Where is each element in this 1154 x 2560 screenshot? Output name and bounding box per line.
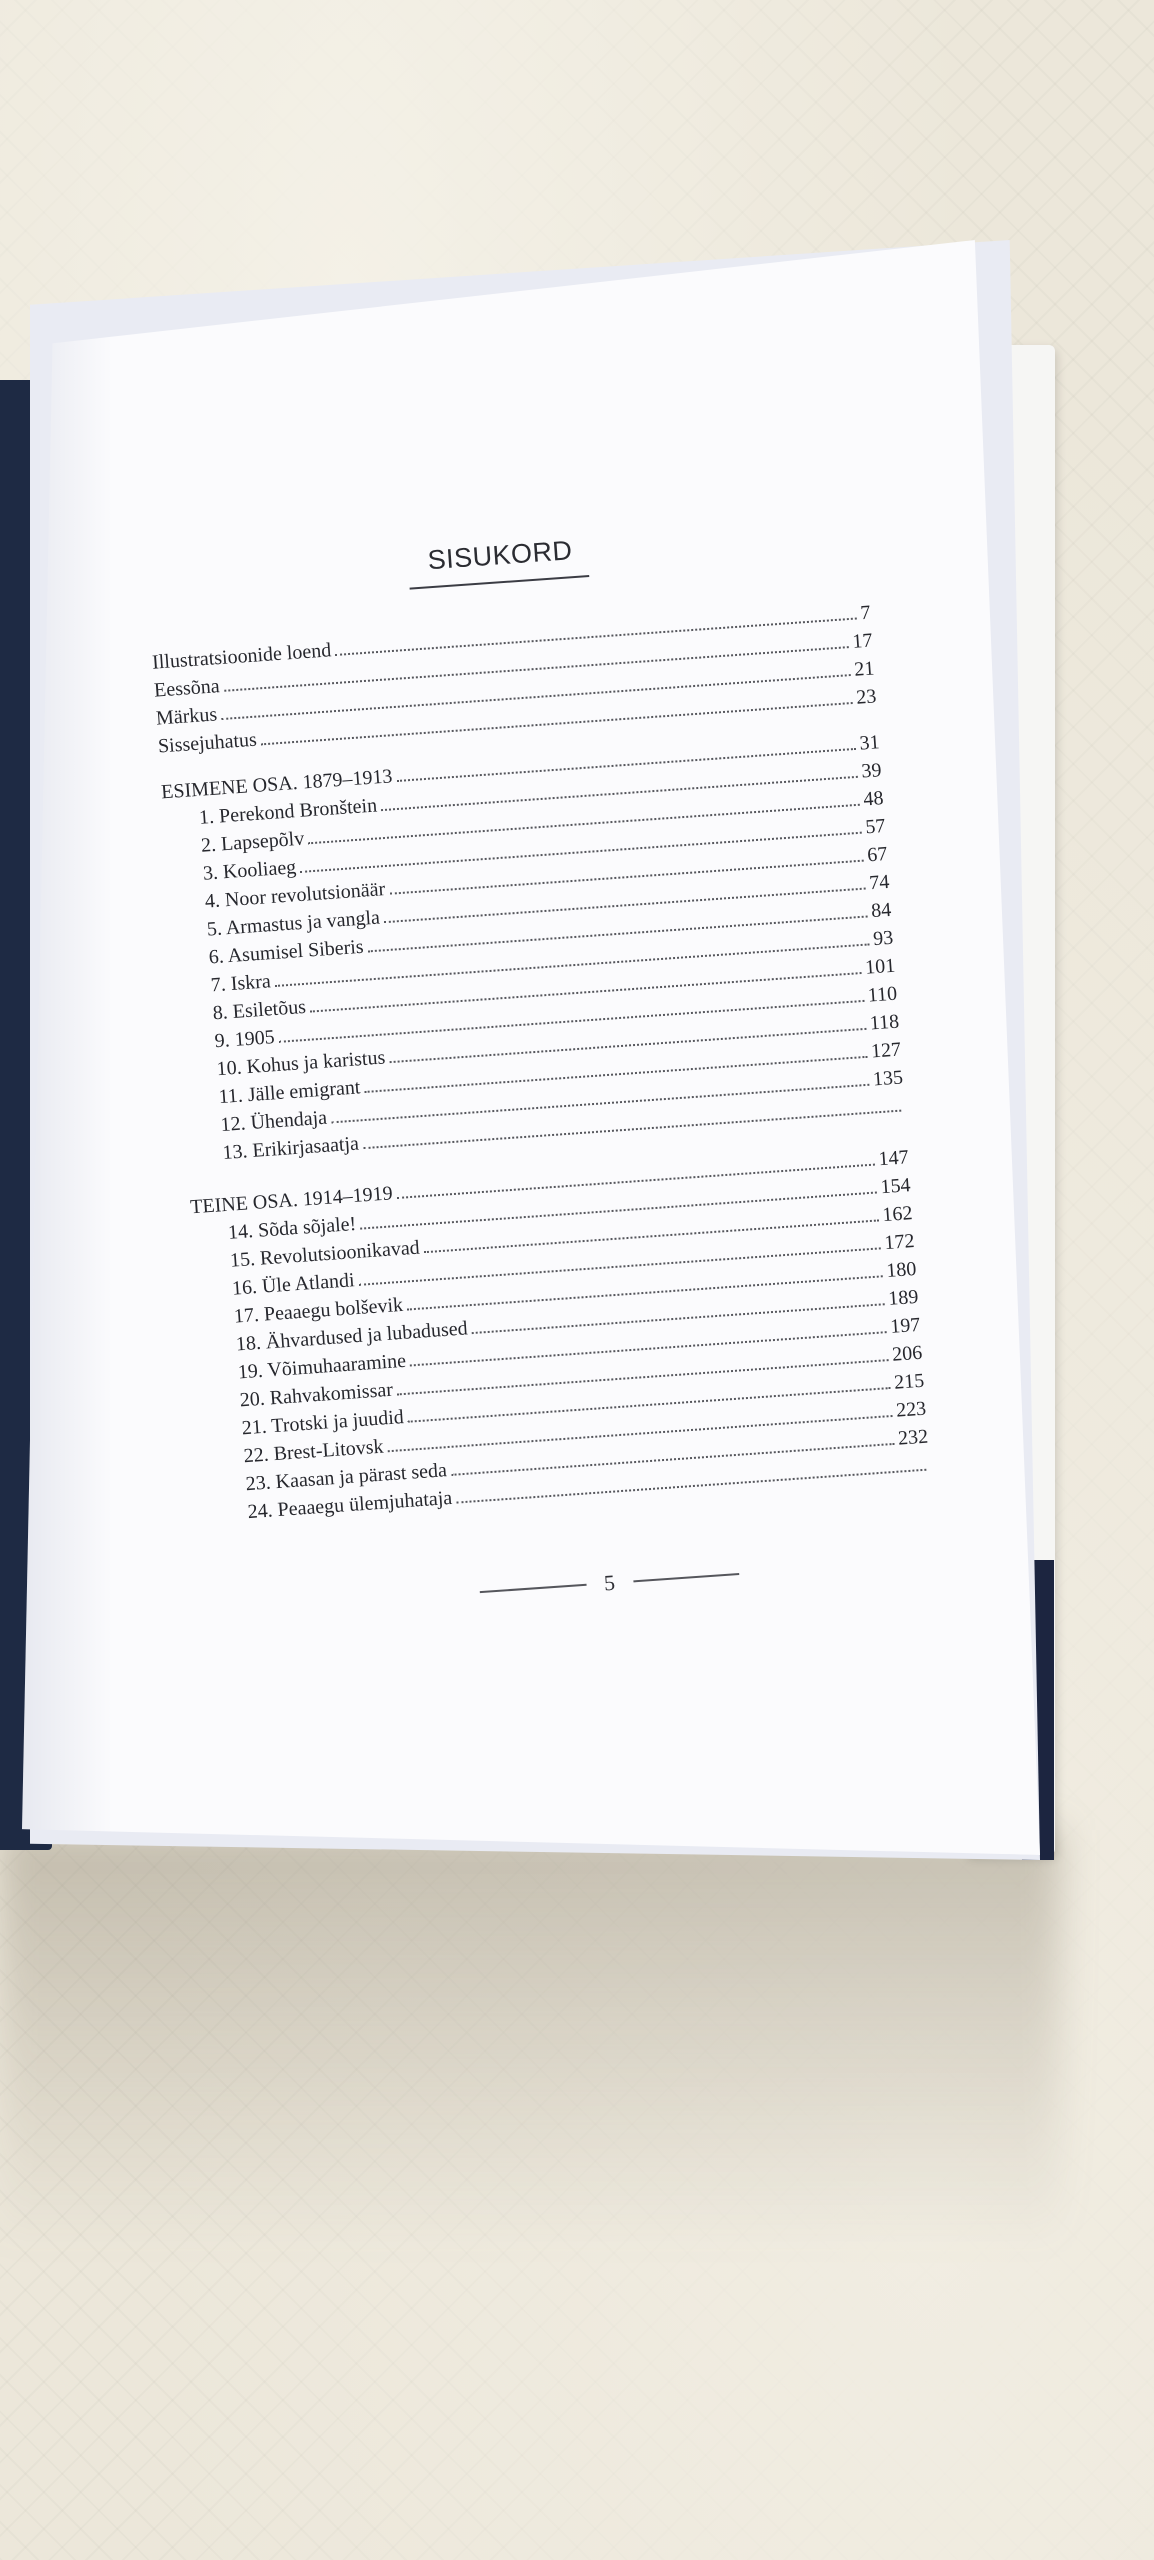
toc-entry-page: 7 xyxy=(859,601,872,625)
toc-chapter-page: 135 xyxy=(872,1066,904,1091)
toc-chapter-label: 17. Peaaegu bolševik xyxy=(233,1293,404,1328)
toc-chapter-label: 4. Noor revolutsionäär xyxy=(204,878,386,913)
toc-chapter-label: 18. Ähvardused ja lubadused xyxy=(235,1317,469,1356)
toc-chapter-page: 118 xyxy=(869,1010,900,1035)
toc-chapter-page: 206 xyxy=(891,1341,923,1366)
toc-chapter-page: 197 xyxy=(889,1313,922,1338)
footer-rule-right xyxy=(633,1573,739,1582)
toc-entry-label: Märkus xyxy=(155,703,218,730)
toc-entry-page: 23 xyxy=(855,685,878,709)
toc-chapter-label: 22. Brest-Litovsk xyxy=(242,1435,385,1468)
toc-chapter-label: 21. Trotski ja juudid xyxy=(241,1406,405,1440)
toc-part-page: 31 xyxy=(858,731,881,755)
toc-chapter-label: 23. Kaasan ja pärast seda xyxy=(244,1459,448,1496)
toc-chapter-label: 5. Armastus ja vangla xyxy=(206,906,381,941)
title-underline xyxy=(410,575,590,589)
toc-chapter-page: 232 xyxy=(897,1425,929,1450)
toc-entry-label: Sissejuhatus xyxy=(157,728,258,758)
toc-chapter-label: 24. Peaaegu ülemjuhataja xyxy=(246,1486,453,1524)
toc-chapter-page: 48 xyxy=(862,787,885,811)
toc-entry-label: Illustratsioonide loend xyxy=(151,639,332,674)
toc-chapter-label: 16. Üle Atlandi xyxy=(231,1269,356,1300)
toc-chapter-page: 215 xyxy=(893,1369,925,1394)
toc-chapter-page: 180 xyxy=(885,1257,918,1282)
toc-chapter-label: 12. Ühendaja xyxy=(219,1106,328,1137)
toc-chapter-page: 110 xyxy=(867,982,898,1007)
toc-chapter-page: 74 xyxy=(868,870,891,895)
toc-chapter-page: 101 xyxy=(864,954,896,979)
toc-chapter-label: 2. Lapsepõlv xyxy=(200,827,305,857)
toc-chapter-page: 223 xyxy=(895,1397,927,1422)
toc-chapter-page: 57 xyxy=(864,815,887,839)
page-footer xyxy=(479,1561,740,1605)
toc-chapter-label: 11. Jälle emigrant xyxy=(217,1076,362,1109)
toc-chapter-label: 8. Esiletõus xyxy=(212,995,307,1025)
toc-chapter-page: 189 xyxy=(887,1285,920,1310)
toc-entry-page: 21 xyxy=(853,657,876,681)
toc-entry-label: Eessõna xyxy=(153,675,221,702)
toc-chapter-page: 67 xyxy=(866,842,889,867)
toc-chapter-label: 14. Sõda sõjale! xyxy=(227,1212,357,1244)
toc-part-page: 147 xyxy=(877,1146,910,1171)
toc-chapter-page: 93 xyxy=(872,926,894,951)
toc-chapter-page: 84 xyxy=(870,898,892,923)
toc-chapter-label: 20. Rahvakomissar xyxy=(239,1378,394,1412)
toc-chapter-page: 154 xyxy=(879,1174,912,1199)
toc-chapter-label: 1. Perekond Bronštein xyxy=(198,794,378,829)
toc-chapter-page: 162 xyxy=(881,1202,914,1227)
toc-part-label: ESIMENE OSA. 1879–1913 xyxy=(160,765,394,804)
page-number: 5 xyxy=(603,1569,616,1596)
toc-title: SISUKORD xyxy=(426,535,574,576)
toc-chapter-label: 7. Iskra xyxy=(210,970,272,997)
toc-chapter-label: 15. Revolutsioonikavad xyxy=(229,1236,421,1272)
toc-chapter-page: 172 xyxy=(883,1230,916,1255)
toc-chapter-label: 3. Kooliaeg xyxy=(202,856,297,885)
table-of-contents xyxy=(145,507,987,1757)
toc-part-label: TEINE OSA. 1914–1919 xyxy=(189,1182,394,1219)
toc-chapter-page: 39 xyxy=(860,759,883,783)
toc-chapter-label: 6. Asumisel Siberis xyxy=(208,935,365,969)
toc-chapter-label: 13. Erikirjasaatja xyxy=(221,1132,360,1165)
toc-chapter-label: 10. Kohus ja karistus xyxy=(215,1046,386,1081)
toc-entry-page: 17 xyxy=(851,629,874,653)
toc-chapter-label: 9. 1905 xyxy=(213,1026,276,1053)
toc-chapter-page: 127 xyxy=(870,1038,902,1063)
toc-chapter-label: 19. Võimuhaaramine xyxy=(237,1349,407,1384)
footer-rule-left xyxy=(480,1584,586,1593)
book-shadow xyxy=(0,1830,1060,2250)
